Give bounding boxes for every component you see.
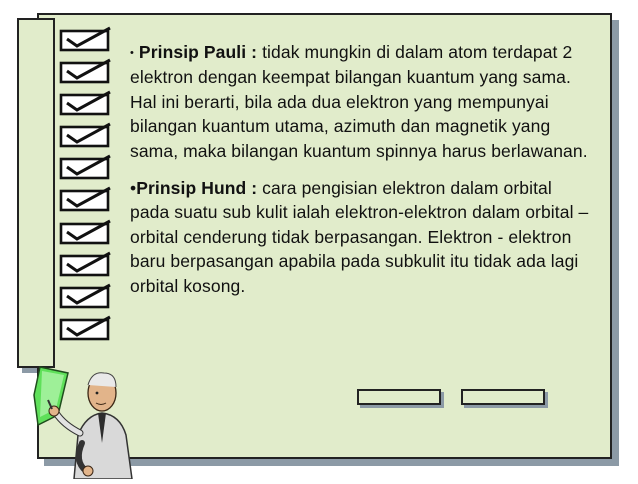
checklist	[59, 26, 121, 347]
bullet: •	[130, 47, 134, 59]
checked-box-icon	[59, 251, 111, 277]
checked-box-icon	[59, 26, 111, 52]
checked-box-icon	[59, 186, 111, 212]
presenter-figure-icon	[20, 355, 150, 479]
checked-box-icon	[59, 154, 111, 180]
bullet: •	[130, 178, 137, 199]
checked-box-icon	[59, 219, 111, 245]
definition-hund: cara pengisian elektron dalam orbital pada suatu sub kulit ialah elektron-elektron dalam orbital – orbital cenderung tidak berpasangan. Elektron - elektron baru berpasangan apabila pada subkulit itu tidak ada lagi orbital kosong.	[130, 178, 589, 296]
term-pauli: Prinsip Pauli :	[138, 42, 258, 62]
nav-button-next[interactable]	[461, 389, 545, 405]
term-hund: Prinsip Hund :	[136, 178, 258, 199]
paragraph-pauli	[130, 40, 592, 163]
side-strip	[17, 18, 55, 368]
body-text	[130, 40, 592, 298]
nav-button-previous[interactable]	[357, 389, 441, 405]
checked-box-icon	[59, 315, 111, 341]
checked-box-icon	[59, 90, 111, 116]
definition-pauli: tidak mungkin di dalam atom terdapat 2 elektron dengan keempat bilangan kuantum yang sama. Hal ini berarti, bila ada dua elektron yang mempunyai bilangan kuantum utama, azimuth dan magnetik yang sama, maka bilangan kuantum spinnya harus berlawanan.	[130, 42, 588, 161]
paragraph-hund	[130, 176, 592, 298]
checked-box-icon	[59, 58, 111, 84]
checked-box-icon	[59, 283, 111, 309]
checked-box-icon	[59, 122, 111, 148]
